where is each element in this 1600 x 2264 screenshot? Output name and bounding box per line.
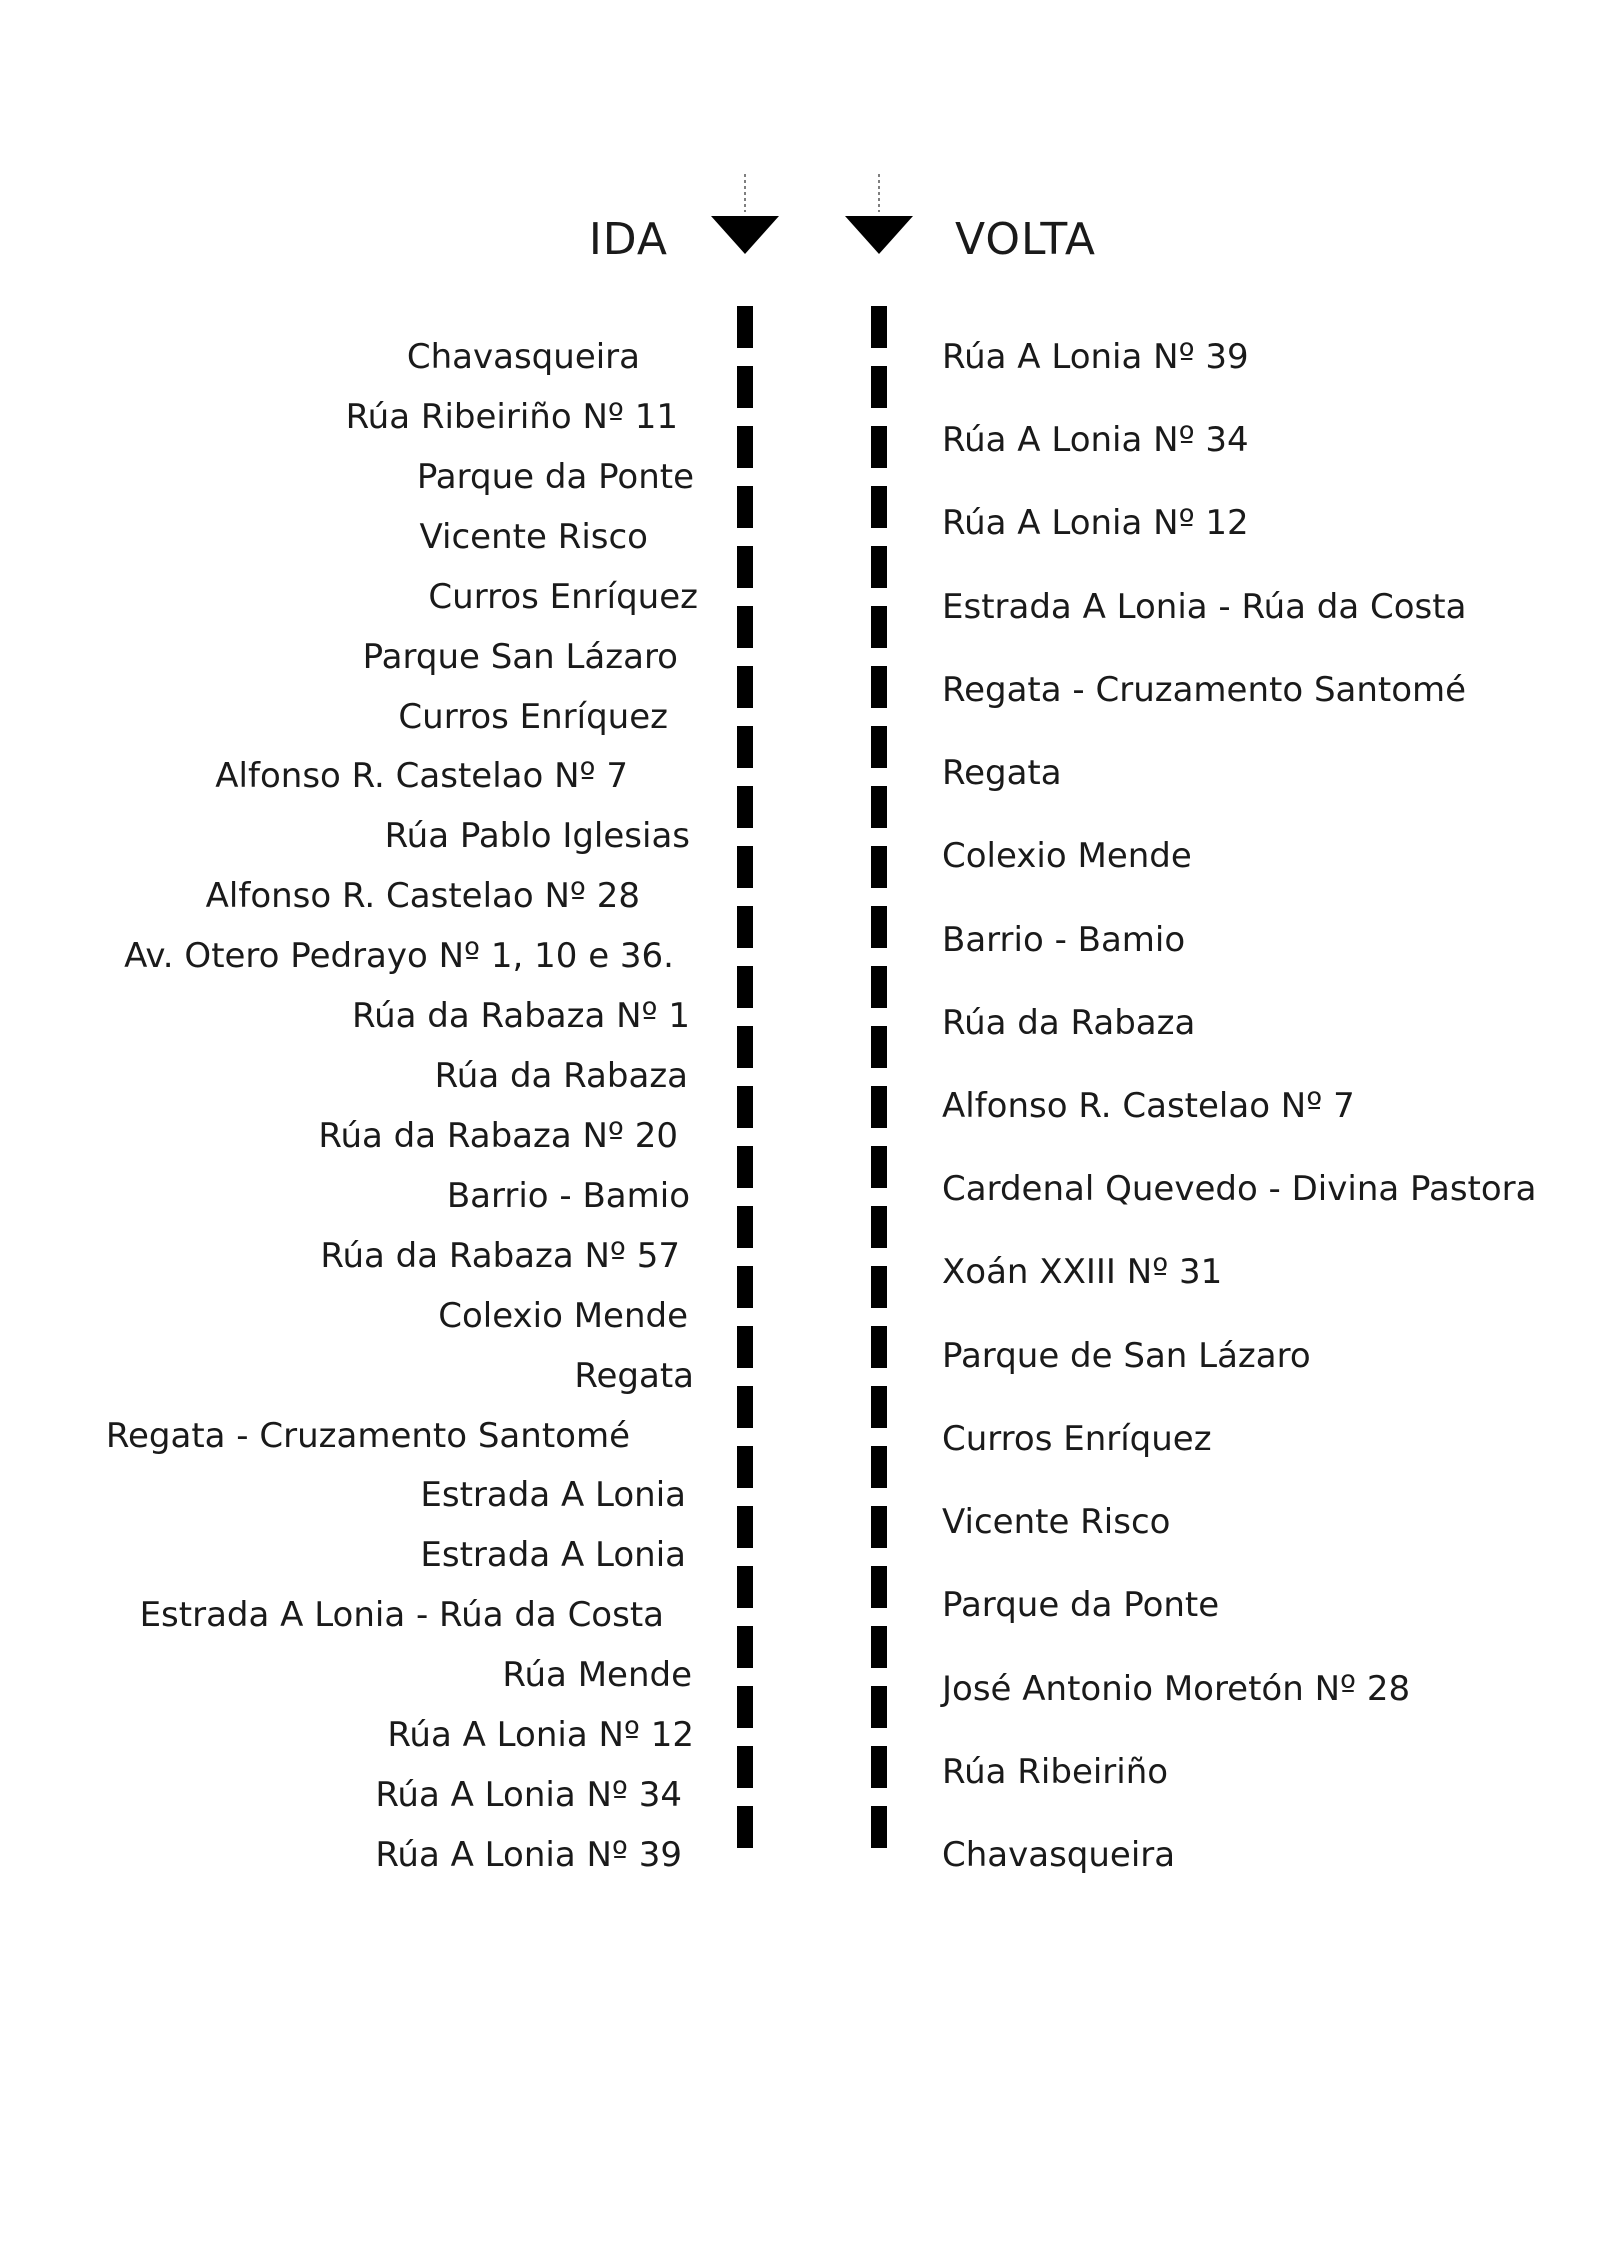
- volta-stop-item: Parque da Ponte: [942, 1585, 1220, 1625]
- volta-stop-item: Colexio Mende: [942, 836, 1192, 876]
- down-arrow-icon: [709, 172, 781, 256]
- ida-heading: IDA: [588, 214, 668, 265]
- ida-stop-item: Rúa Ribeiriño Nº 11: [345, 397, 678, 437]
- ida-stop-list: [0, 0, 700, 2264]
- volta-stop-item: Barrio - Bamio: [942, 920, 1186, 960]
- volta-stop-item: Regata: [942, 753, 1062, 793]
- down-arrow-icon: [843, 172, 915, 256]
- ida-stop-item: Regata - Cruzamento Santomé: [105, 1416, 630, 1456]
- ida-stop-item: Estrada A Lonia: [420, 1535, 686, 1575]
- ida-stop-item: Av. Otero Pedrayo Nº 1, 10 e 36.: [124, 936, 674, 976]
- ida-stop-item: Curros Enríquez: [428, 577, 698, 617]
- volta-stop-item: Curros Enríquez: [942, 1419, 1212, 1459]
- volta-stop-item: Rúa A Lonia Nº 12: [942, 503, 1249, 543]
- ida-stop-item: Rúa Pablo Iglesias: [384, 816, 690, 856]
- ida-stop-item: Alfonso R. Castelao Nº 7: [215, 756, 628, 796]
- ida-stop-item: Rúa Mende: [502, 1655, 692, 1695]
- volta-stop-item: Parque de San Lázaro: [942, 1336, 1311, 1376]
- volta-stop-item: Regata - Cruzamento Santomé: [942, 670, 1467, 710]
- ida-stop-item: Regata: [574, 1356, 694, 1396]
- volta-stop-item: Rúa Ribeiriño: [942, 1752, 1169, 1792]
- ida-stop-item: Vicente Risco: [419, 517, 648, 557]
- volta-stop-item: Rúa da Rabaza: [942, 1003, 1196, 1043]
- ida-stop-item: Curros Enríquez: [398, 697, 668, 737]
- ida-stop-item: Alfonso R. Castelao Nº 28: [205, 876, 640, 916]
- volta-route-line: [871, 306, 887, 1852]
- ida-stop-item: Rúa da Rabaza: [434, 1056, 688, 1096]
- ida-route-line: [737, 306, 753, 1852]
- ida-stop-item: Rúa A Lonia Nº 34: [375, 1775, 682, 1815]
- ida-stop-item: Parque San Lázaro: [362, 637, 678, 677]
- ida-stop-item: Estrada A Lonia: [420, 1475, 686, 1515]
- ida-stop-item: Colexio Mende: [438, 1296, 688, 1336]
- volta-heading: VOLTA: [955, 214, 1096, 265]
- ida-stop-item: Parque da Ponte: [416, 457, 694, 497]
- volta-stop-item: Estrada A Lonia - Rúa da Costa: [942, 587, 1467, 627]
- volta-stop-item: Vicente Risco: [942, 1502, 1171, 1542]
- ida-stop-item: Rúa da Rabaza Nº 20: [318, 1116, 678, 1156]
- volta-stop-item: Alfonso R. Castelao Nº 7: [942, 1086, 1355, 1126]
- ida-stop-item: Chavasqueira: [406, 337, 640, 377]
- ida-stop-item: Rúa da Rabaza Nº 57: [320, 1236, 680, 1276]
- volta-stop-item: Rúa A Lonia Nº 34: [942, 420, 1249, 460]
- ida-stop-item: Rúa A Lonia Nº 12: [387, 1715, 694, 1755]
- volta-stop-item: Xoán XXIII Nº 31: [942, 1252, 1223, 1292]
- volta-stop-item: Rúa A Lonia Nº 39: [942, 337, 1249, 377]
- ida-stop-item: Barrio - Bamio: [446, 1176, 690, 1216]
- volta-stop-item: Chavasqueira: [942, 1835, 1176, 1875]
- ida-stop-item: Rúa da Rabaza Nº 1: [351, 996, 690, 1036]
- volta-stop-list: [942, 0, 1582, 2264]
- ida-stop-item: Estrada A Lonia - Rúa da Costa: [139, 1595, 664, 1635]
- volta-stop-item: Cardenal Quevedo - Divina Pastora: [942, 1169, 1537, 1209]
- volta-stop-item: José Antonio Moretón Nº 28: [942, 1669, 1411, 1709]
- ida-stop-item: Rúa A Lonia Nº 39: [375, 1835, 682, 1875]
